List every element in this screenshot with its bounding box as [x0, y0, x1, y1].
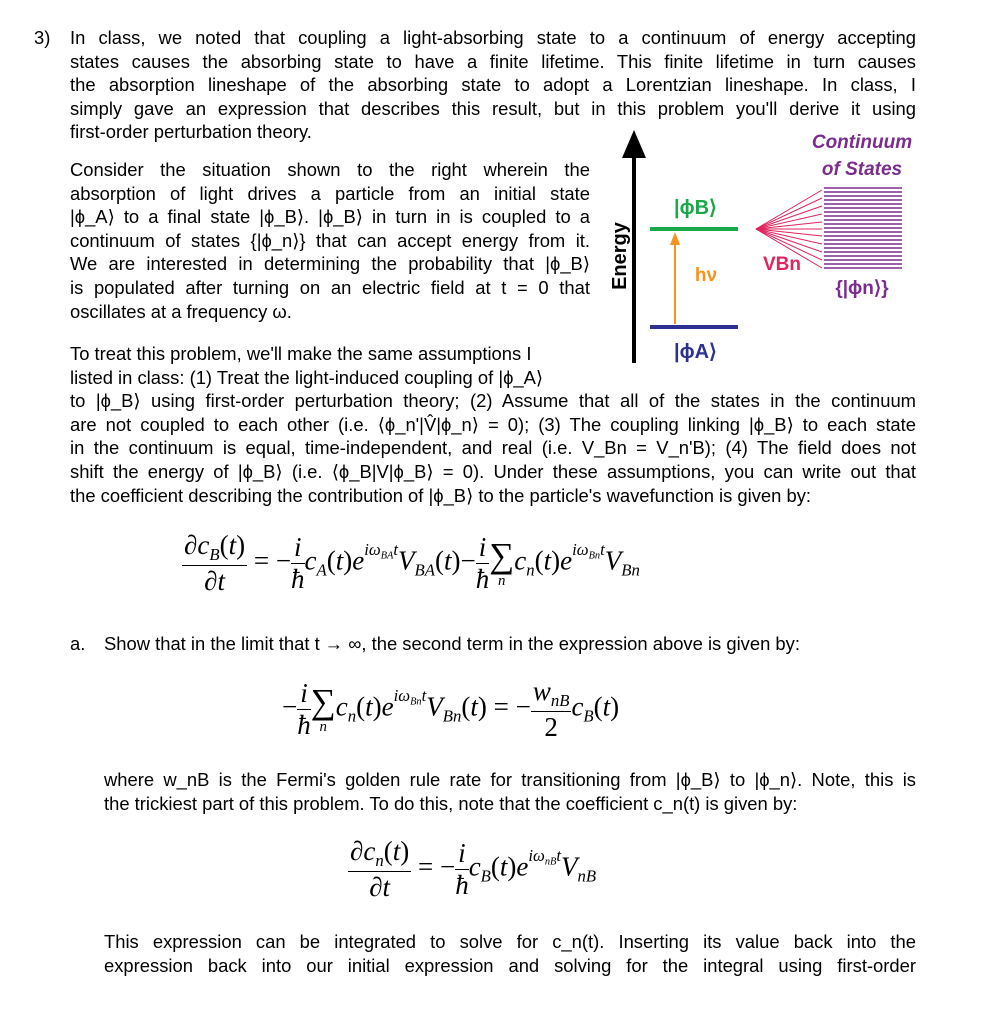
equation-dcn-dt: $\frac{\partial c_n(t)}{\partial t}$ = − $\frac{i}{ħ}$ $c_B(t)e^{i\omega_{nB}t}V_{nB}$	[350, 836, 597, 902]
continuum-title-line-2: of States	[821, 159, 903, 180]
intro-line: states causes the absorbing state to have a finite lifetime. This finite lifetime in turn causes	[70, 50, 916, 72]
energy-axis-label: Energy	[609, 222, 631, 290]
assumptions-line: the coefficient describing the contribution of |ϕ_B⟩ to the particle's wavefunction is given by:	[70, 484, 812, 506]
consider-paragraph	[70, 158, 590, 323]
photon-label: hν	[694, 265, 718, 286]
coupling-label: VBn	[763, 254, 801, 275]
assumptions-line: To treat this problem, we'll make the same assumptions I	[70, 343, 532, 364]
final-line: expression back into our initial expression and solving for the integral using first-order	[104, 954, 916, 976]
assumptions-line: listed in class: (1) Treat the light-induced coupling of |ϕ_A⟩	[70, 366, 544, 388]
final-line: This expression can be integrated to solve for c_n(t). Inserting its value back into the	[104, 931, 916, 952]
assumptions-line: to |ϕ_B⟩ using first-order perturbation theory; (2) Assume that all of the states in the continuum	[70, 390, 916, 412]
energy-axis-arrowhead	[622, 130, 646, 158]
intro-line: In class, we noted that coupling a light-absorbing state to a continuum of energy accepting	[70, 27, 916, 48]
intro-paragraph	[70, 26, 916, 144]
equation-second-term: − $\frac{i}{ħ}$ ∑ n $c_n(t)e^{i\omega_{Bn}t}V_{Bn}(t)$ = − $\frac{w_{nB}}{2}$ $c_B(t)$	[282, 676, 620, 742]
final-paragraph	[104, 930, 916, 977]
where-line: where w_nB is the Fermi's golden rule rate for transitioning from |ϕ_B⟩ to |ϕ_n⟩. Note, this is	[104, 769, 916, 790]
consider-line: We are interested in determining the probability that |ϕ_B⟩	[70, 253, 590, 275]
continuum-block	[824, 188, 902, 268]
assumptions-line: shift the energy of |ϕ_B⟩ (i.e. ⟨ϕ_B|V|ϕ_B⟩ = 0). Under these assumptions, you can write out that	[70, 460, 916, 482]
where-paragraph	[104, 768, 916, 815]
consider-line: is populated after turning on an electric field at t = 0 that	[70, 276, 590, 298]
consider-line: Consider the situation shown to the right wherein the	[70, 159, 590, 180]
part-a-statement: Show that in the limit that t → ∞, the second term in the expression above is given by:	[104, 633, 800, 654]
consider-line: continuum of states {|ϕ_n⟩} that can accept energy from it.	[70, 229, 590, 251]
intro-line: simply gave an expression that describes this result, but in this problem you'll derive it using	[70, 97, 916, 119]
assumptions-line: are not coupled to each other (i.e. ⟨ϕ_n'|V̂|ϕ_n⟩ = 0); (3) The coupling linking |ϕ_B⟩ to each state	[70, 413, 916, 435]
intro-line: the absorption lineshape of the absorbing state to adopt a Lorentzian lineshape. In class, I	[70, 74, 916, 96]
problem-number: 3)	[34, 27, 51, 48]
equation-dcb-dt: $\frac{\partial c_B(t)}{\partial t}$ = − $\frac{i}{ħ}$ $c_A(t)e^{i\omega_{BA}t}V_{BA}(t)-$ $\frac{i}{ħ}$ ∑ n $c_n(t)e^{i\omega_{Bn}t}V_{Bn}$	[184, 530, 640, 596]
photon-arrowhead	[670, 232, 680, 245]
where-line: the trickiest part of this problem. To do this, note that the coefficient c_n(t) is given by:	[104, 792, 798, 814]
continuum-title-line-1: Continuum	[811, 132, 913, 153]
state-b-label: |ϕB⟩	[674, 197, 717, 219]
consider-line: absorption of light drives a particle from an initial state	[70, 182, 590, 204]
intro-line: first-order perturbation theory.	[70, 121, 312, 143]
part-a-label: a.	[70, 633, 86, 654]
state-a-label: |ϕA⟩	[674, 341, 717, 363]
continuum-set-label: {|ϕn⟩}	[835, 278, 889, 299]
assumptions-line: in the continuum is equal, time-independent, and real (i.e. V_Bn = V_n'B); (4) The field does not	[70, 437, 916, 459]
energy-level-diagram	[596, 128, 926, 373]
consider-line: |ϕ_A⟩ to a final state |ϕ_B⟩. |ϕ_B⟩ in turn in is coupled to a	[70, 206, 590, 228]
consider-line: oscillates at a frequency ω.	[70, 300, 292, 322]
